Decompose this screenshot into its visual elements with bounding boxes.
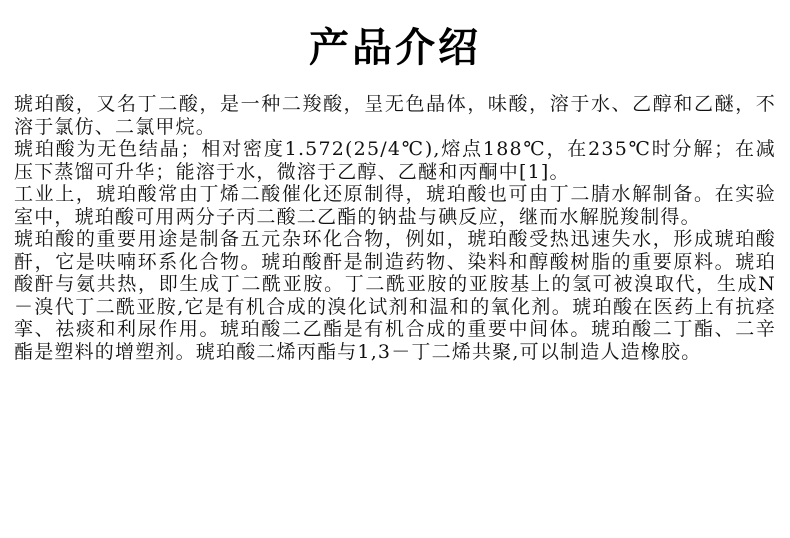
product-description <box>14 93 776 363</box>
page-title: 产品介绍 <box>309 25 481 71</box>
paragraph-properties: 琥珀酸为无色结晶；相对密度1.572(25/4℃),熔点188℃，在235℃时分解；在减压下蒸馏可升华；能溶于水，微溶于乙醇、乙醚和丙酮中[1]。 <box>14 138 776 183</box>
paragraph-production: 工业上，琥珀酸常由丁烯二酸催化还原制得，琥珀酸也可由丁二腈水解制备。在实验室中，琥珀酸可用两分子丙二酸二乙酯的钠盐与碘反应，继而水解脱羧制得。 <box>14 183 776 228</box>
paragraph-overview: 琥珀酸，又名丁二酸，是一种二羧酸，呈无色晶体，味酸，溶于水、乙醇和乙醚，不溶于氯仿、二氯甲烷。 <box>14 93 776 138</box>
paragraph-applications: 琥珀酸的重要用途是制备五元杂环化合物，例如，琥珀酸受热迅速失水，形成琥珀酸酐，它是呋喃环系化合物。琥珀酸酐是制造药物、染料和醇酸树脂的重要原料。琥珀酸酐与氨共热，即生成丁二酰亚胺。丁二酰亚胺的亚胺基上的氢可被溴取代，生成N－溴代丁二酰亚胺,它是有机合成的溴化试剂和温和的氧化剂。琥珀酸在医药上有抗痉挛、祛痰和利尿作用。琥珀酸二乙酯是有机合成的重要中间体。琥珀酸二丁酯、二辛酯是塑料的增塑剂。琥珀酸二烯丙酯与1,3－丁二烯共聚,可以制造人造橡胶。 <box>14 228 776 363</box>
